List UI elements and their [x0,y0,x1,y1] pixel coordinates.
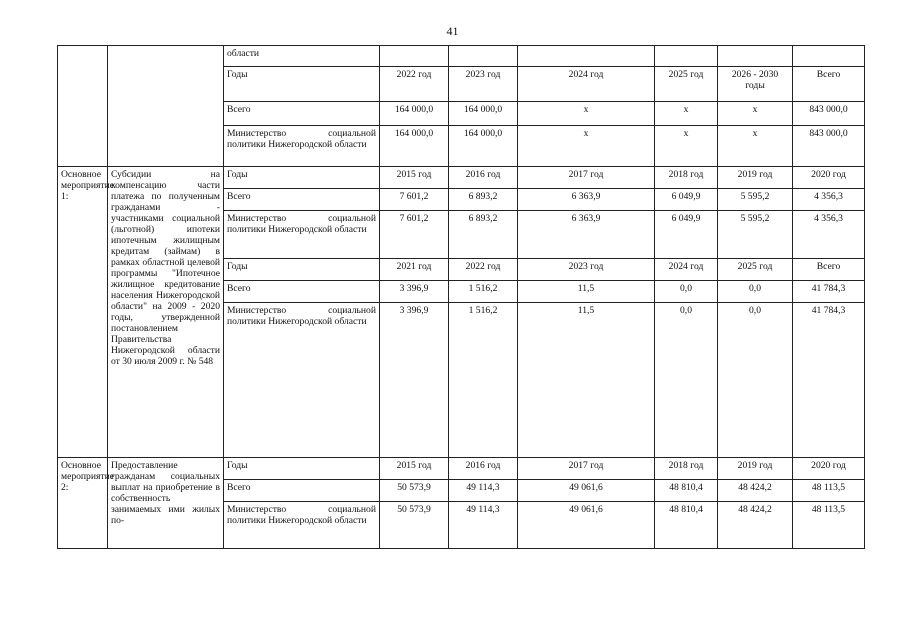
row-label-cell: Всего [224,189,380,211]
empty-cell [518,46,655,67]
value-cell: 49 114,3 [449,480,518,502]
value-cell: 48 113,5 [793,502,865,549]
table-row [58,46,865,67]
value-cell: 2019 год [718,458,793,480]
value-cell: 164 000,0 [380,126,449,167]
value-cell: 11,5 [518,281,655,303]
value-cell: 2016 год [449,167,518,189]
empty-cell [655,46,718,67]
value-cell: 7 601,2 [380,189,449,211]
value-cell: 843 000,0 [793,126,865,167]
row-label-cell: Министерство социальной политики Нижегородской области [224,126,380,167]
value-cell: 164 000,0 [449,126,518,167]
value-cell: 2025 год [718,259,793,281]
event-description-cell: Субсидии на компенсацию части платежа по полученным гражданами - участниками социальной (льготной) ипотеки ипотечным жилищным кредитам (займам) в рамках областной целевой программы "Ипотечное жилищное кредитование населения Нижегородской области" на 2009 - 2020 годы, утвержденной постановлением Правительства Нижегородской области от 30 июля 2009 г. № 548 [108,167,224,458]
value-cell: 48 810,4 [655,480,718,502]
empty-cell [718,46,793,67]
table-row [58,167,865,189]
value-cell: 2016 год [449,458,518,480]
value-cell: 2024 год [655,259,718,281]
event-description-cell: Предоставление гражданам социальных выплат на приобретение в собственность занимаемых ими жилых по- [108,458,224,549]
continuation-label: области [224,46,380,67]
row-label-cell: Годы [224,259,380,281]
value-cell: 2022 год [449,259,518,281]
value-cell: 4 356,3 [793,189,865,211]
row-label-cell: Министерство социальной политики Нижегородской области [224,303,380,458]
value-cell: 2018 год [655,458,718,480]
value-cell: 843 000,0 [793,102,865,126]
value-cell: 48 424,2 [718,480,793,502]
value-cell: х [655,126,718,167]
value-cell: 1 516,2 [449,303,518,458]
value-cell: 2023 год [518,259,655,281]
value-cell: 6 893,2 [449,189,518,211]
empty-event-cell [58,46,108,167]
value-cell: 1 516,2 [449,281,518,303]
value-cell: 164 000,0 [449,102,518,126]
value-cell: 48 810,4 [655,502,718,549]
value-cell: х [718,102,793,126]
table-row [58,458,865,480]
value-cell: 3 396,9 [380,281,449,303]
value-cell: 6 363,9 [518,211,655,259]
value-cell: Всего [793,259,865,281]
value-cell: х [718,126,793,167]
value-cell: 6 893,2 [449,211,518,259]
row-label-cell: Годы [224,458,380,480]
row-label-cell: Годы [224,167,380,189]
value-cell: 48 424,2 [718,502,793,549]
value-cell: х [518,126,655,167]
value-cell: 2026 - 2030 годы [718,67,793,102]
value-cell: 2022 год [380,67,449,102]
value-cell: 6 049,9 [655,189,718,211]
value-cell: 2024 год [518,67,655,102]
value-cell: 0,0 [718,303,793,458]
value-cell: 2025 год [655,67,718,102]
value-cell: 4 356,3 [793,211,865,259]
value-cell: 0,0 [718,281,793,303]
value-cell: 164 000,0 [380,102,449,126]
value-cell: 2017 год [518,458,655,480]
value-cell: 2015 год [380,458,449,480]
row-label-cell: Всего [224,281,380,303]
value-cell: Всего [793,67,865,102]
event-label-cell: Основное мероприятие 2: [58,458,108,549]
event-label-cell: Основное мероприятие 1: [58,167,108,458]
row-label-cell: Министерство социальной политики Нижегородской области [224,502,380,549]
value-cell: 0,0 [655,281,718,303]
value-cell: 50 573,9 [380,502,449,549]
value-cell: 11,5 [518,303,655,458]
value-cell: 2021 год [380,259,449,281]
value-cell: 6 363,9 [518,189,655,211]
value-cell: 2018 год [655,167,718,189]
value-cell: 2019 год [718,167,793,189]
value-cell: 5 595,2 [718,189,793,211]
value-cell: 2020 год [793,458,865,480]
value-cell: 49 061,6 [518,480,655,502]
program-funding-table [57,45,865,549]
row-label-cell: Всего [224,102,380,126]
value-cell: 50 573,9 [380,480,449,502]
value-cell: 49 114,3 [449,502,518,549]
value-cell: 48 113,5 [793,480,865,502]
value-cell: 0,0 [655,303,718,458]
value-cell: 2023 год [449,67,518,102]
row-label-cell: Всего [224,480,380,502]
empty-cell [449,46,518,67]
value-cell: 41 784,3 [793,303,865,458]
row-label-cell: Министерство социальной политики Нижегородской области [224,211,380,259]
value-cell: 2015 год [380,167,449,189]
value-cell: 41 784,3 [793,281,865,303]
empty-description-cell [108,46,224,167]
value-cell: 49 061,6 [518,502,655,549]
value-cell: х [518,102,655,126]
value-cell: 5 595,2 [718,211,793,259]
empty-cell [380,46,449,67]
page-number: 41 [446,24,459,38]
value-cell: 3 396,9 [380,303,449,458]
value-cell: 2017 год [518,167,655,189]
value-cell: 7 601,2 [380,211,449,259]
empty-cell [793,46,865,67]
value-cell: х [655,102,718,126]
value-cell: 2020 год [793,167,865,189]
row-label-cell: Годы [224,67,380,102]
value-cell: 6 049,9 [655,211,718,259]
